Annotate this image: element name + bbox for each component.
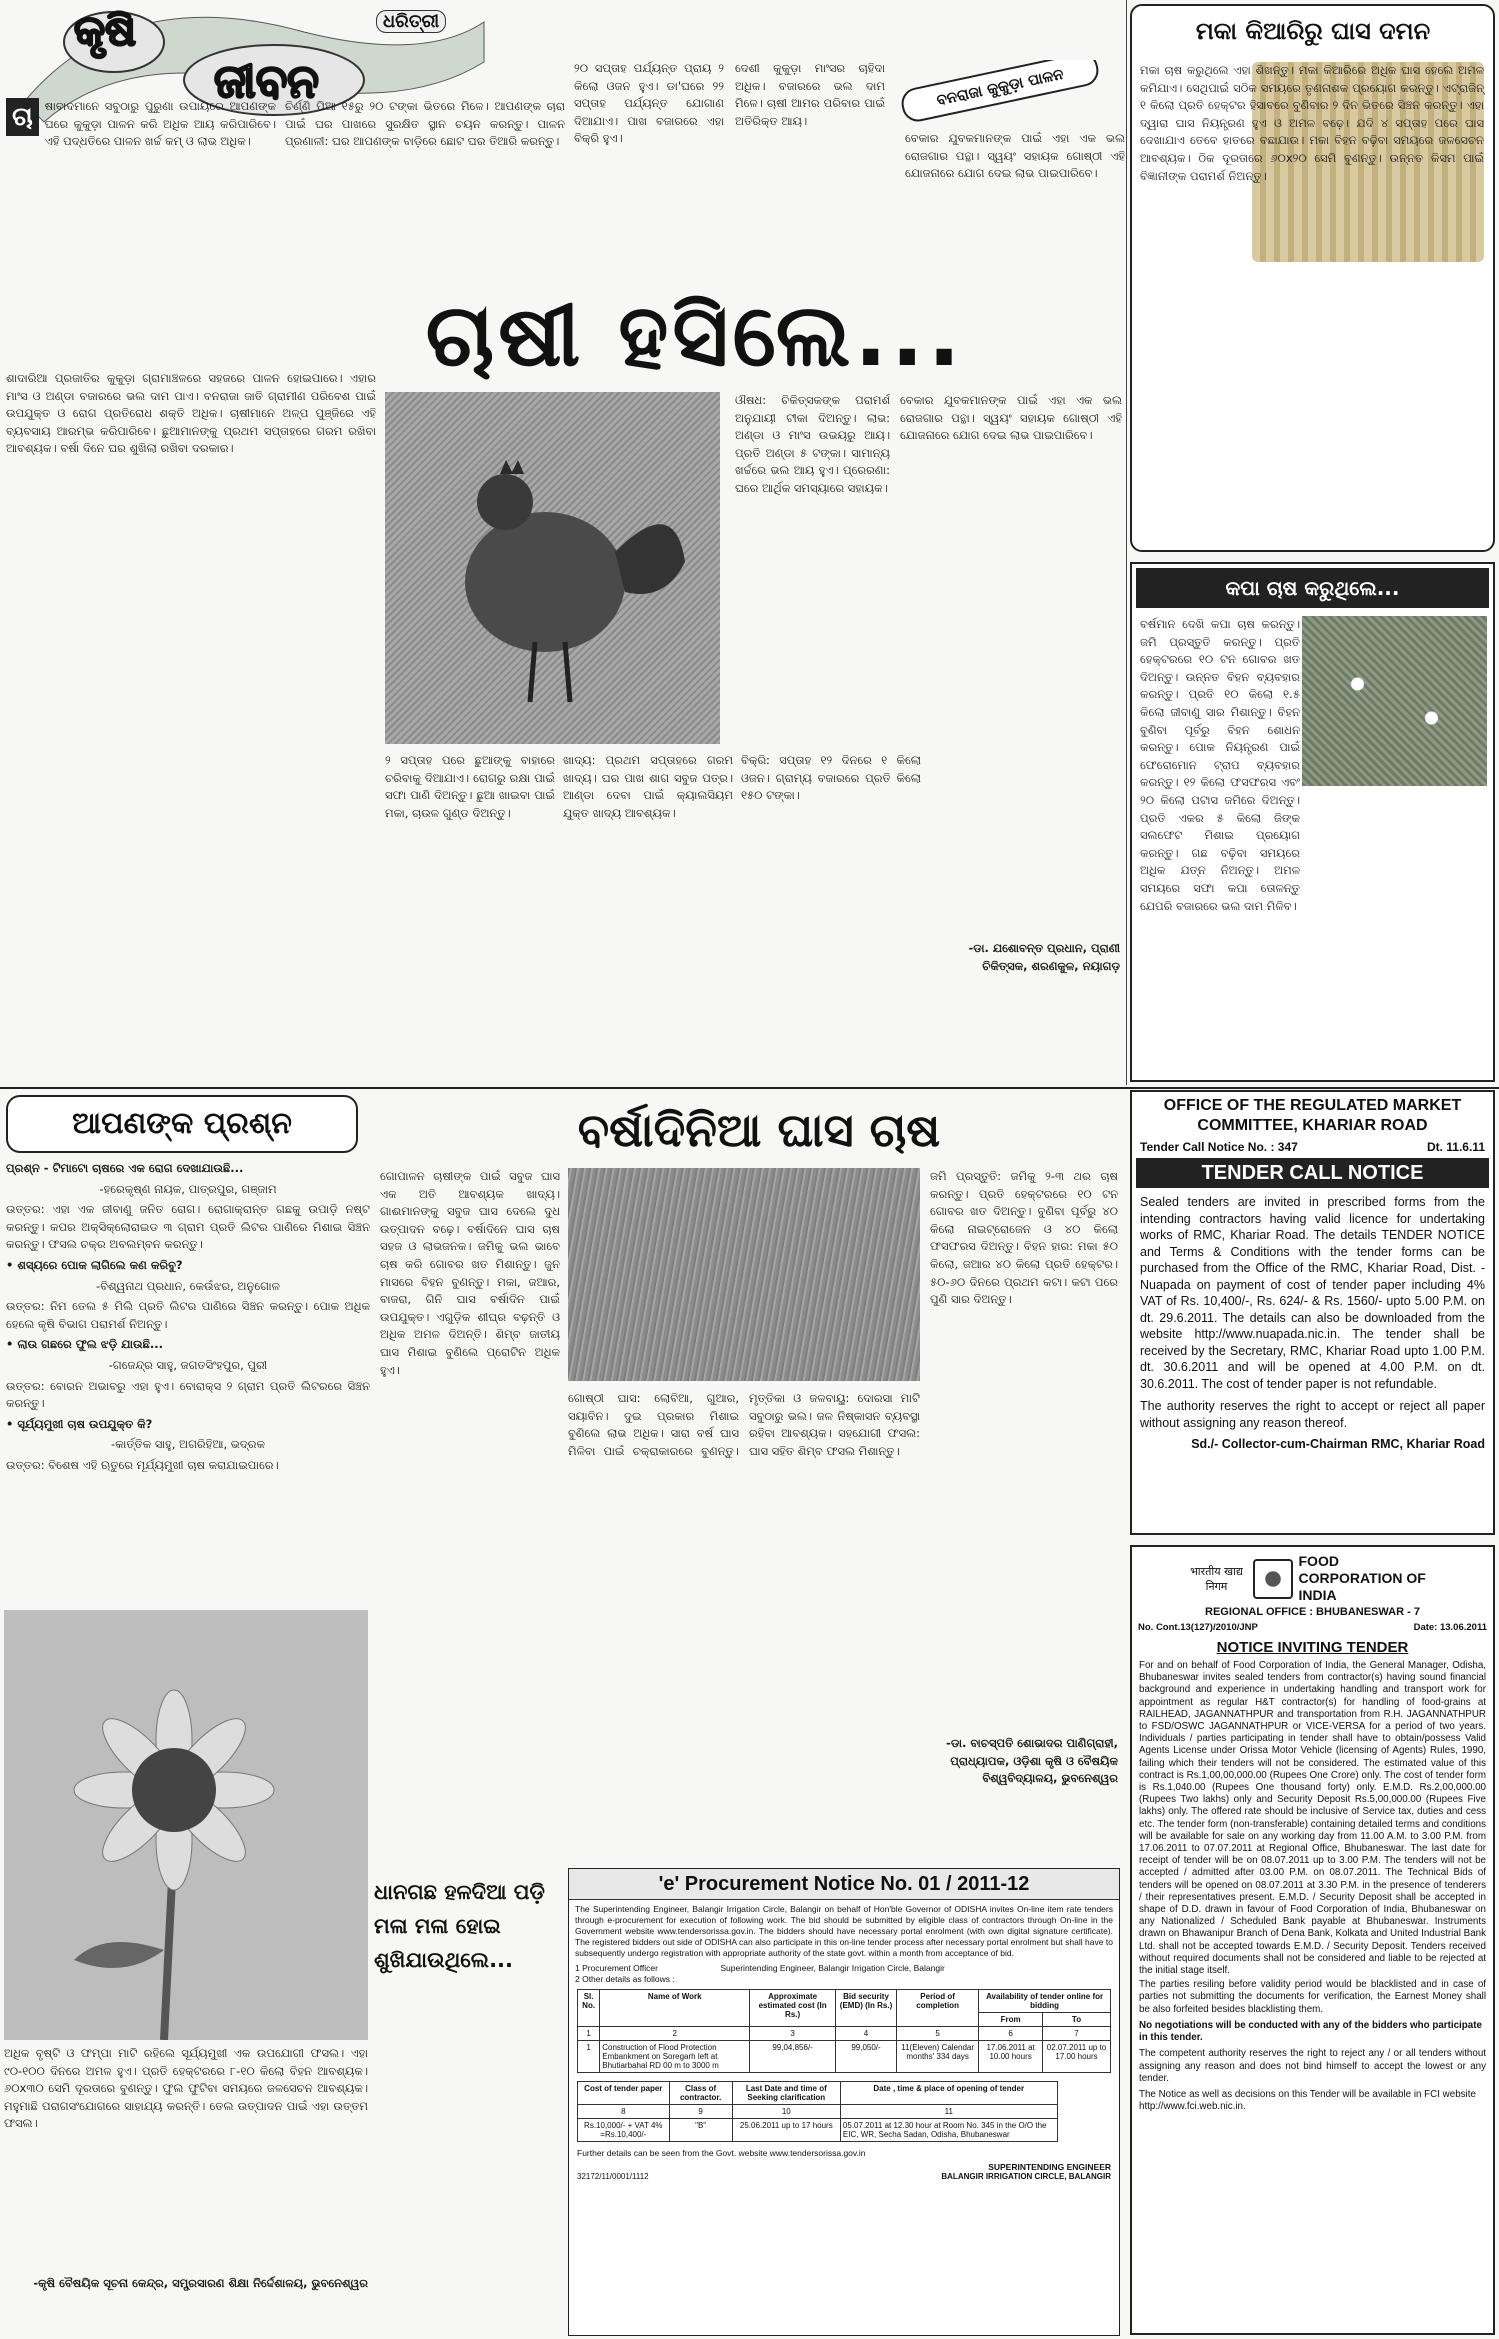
eproc-r-period: 11(Eleven) Calendar months' 334 days	[897, 2041, 979, 2073]
eproc-r-to: 02.07.2011 up to 17.00 hours	[1043, 2041, 1111, 2073]
eproc-r-sl: 1	[578, 2041, 600, 2073]
lead-col5b-text: ବେକାର ଯୁବକମାନଙ୍କ ପାଇଁ ଏହା ଏକ ଭଲ ରୋଜଗାର ପନ୍ଥା। ସ୍ୱୟଂ ସହାୟକ ଗୋଷ୍ଠୀ ଏହି ଯୋଜନାରେ ଯୋଗ ଦେଇ ଲାଭ ପାଇପାରିବେ।	[900, 393, 1122, 443]
masthead-tag: ଧରିତ୍ରୀ	[376, 10, 446, 33]
eproc-n7: 7	[1043, 2027, 1111, 2041]
eproc-h-sl: Sl. No.	[578, 1990, 600, 2027]
eproc-table-2	[577, 2081, 1058, 2142]
lead-headline: ଚାଷୀ ହସିଲେ...	[425, 286, 965, 386]
grass-byline: -ଡା. ବାଚସ୍ପତି ଶୋଭାଦର ପାଣିଗ୍ରାହୀ, ପ୍ରାଧ୍ୟାପକ, ଓଡ଼ିଶା କୃଷି ଓ ବୈଷୟିକ ବିଶ୍ୱବିଦ୍ୟାଳୟ, ଭୁବନେଶ୍ୱର	[946, 1736, 1118, 1786]
eproc-code: 32172/11/0001/1112	[577, 2172, 649, 2181]
eproc-n9: 9	[669, 2105, 732, 2119]
lead-byline: -ଡା. ଯଶୋବନ୍ତ ପ୍ରଧାନ, ପ୍ରାଣୀ ଚିକିତ୍ସକ, ଶରଣକୁଳ, ନୟାଗଡ଼	[968, 941, 1120, 973]
maize-body: ମକା ଚାଷ କରୁଥିଲେ ଏହା ଶିଖନ୍ତୁ। ମକା କିଆରିରେ ଅଧିକ ଘାସ ହେଲେ ଅମଳ କମିଯାଏ। ସେଥିପାଇଁ ସଠିକ ସମୟରେ ତୃଣନାଶକ ପ୍ରୟୋଗ କରନ୍ତୁ। ଏଟ୍ରାଜିନ୍ ୧ କିଲୋ ପ୍ରତି ହେକ୍ଟର ହିସାବରେ ବୁଣିବାର ୨ ଦିନ ଭିତରେ ସିଞ୍ଚନ କରନ୍ତୁ। ଏହା ଦ୍ୱାରା ଘାସ ନିୟନ୍ତ୍ରଣ ହୁଏ ଓ ଅମଳ ବଢ଼େ। ଯଦି ୪ ସପ୍ତାହ ପରେ ଘାସ ଦେଖାଯାଏ ତେବେ ହାତରେ ବଛାଯାଉ। ମକା ବିହନ ବଢ଼ିବା ସମୟରେ ଜଳସେଚନ ଆବଶ୍ୟକ। ଠିକ ଦୂରତାରେ ୬୦x୨୦ ସେମି ବୁଣନ୍ତୁ। ଉନ୍ନତ କିସମ ପାଇଁ ବିଜ୍ଞାନୀଙ୍କ ପରାମର୍ଶ ନିଅନ୍ତୁ।	[1140, 63, 1484, 183]
grass-col1: ଗୋପାଳନ ଚାଷୀଙ୍କ ପାଇଁ ସବୁଜ ଘାସ ଏକ ଅତି ଆବଶ୍ୟକ ଖାଦ୍ୟ। ଗାଈମାନଙ୍କୁ ସବୁଜ ଘାସ ଦେଲେ ଦୁଧ ଉତ୍ପାଦନ ବଢ଼େ। ବର୍ଷାଦିନେ ଘାସ ଚାଷ ସହଜ ଓ ଲାଭଜନକ। ଜମିକୁ ଭଲ ଭାବେ ଚାଷ କରି ଗୋବର ଖତ ମିଶାନ୍ତୁ। ଜୁନ ମାସରେ ବିହନ ବୁଣନ୍ତୁ। ମକା, ଜଆର, ବାଜରା, ଗିନି ଘାସ ବର୍ଷାଦିନ ପାଇଁ ଉପଯୁକ୍ତ। ଏଗୁଡ଼ିକ ଶୀଘ୍ର ବଢ଼ନ୍ତି ଓ ଅଧିକ ଅମଳ ଦିଅନ୍ତି। ଶିମ୍ବ ଜାତୀୟ ଘାସ ମିଶାଇ ବୁଣିଲେ ପ୍ରୋଟିନ ଅଧିକ ହୁଏ।	[380, 1169, 560, 1377]
eproc-table	[577, 1989, 1111, 2073]
fci-website: The Notice as well as decisions on this Tender will be available in FCI website http://www.fci.web.nic.in.	[1139, 2088, 1476, 2113]
eproc-officer-row	[569, 1963, 1119, 1974]
rmc-date: Dt. 11.6.11	[1426, 1140, 1485, 1154]
question-1: ପ୍ରଶ୍ନ - ଟିମାଟୋ ଚାଷରେ ଏକ ରୋଗ ଦେଖାଯାଉଛି...	[6, 1161, 244, 1175]
eproc-r2-cost: Rs.10,000/- + VAT 4% =Rs.10,400/-	[578, 2119, 670, 2142]
eproc-r2-class: "B"	[669, 2119, 732, 2142]
eproc-footer: Further details can be seen from the Govt. website www.tendersorissa.gov.in	[577, 2148, 866, 2158]
maize-box	[1130, 4, 1495, 552]
eproc-n3: 3	[750, 2027, 836, 2041]
eproc-r-from: 17.06.2011 at 10.00 hours	[979, 2041, 1043, 2073]
sunflower-headline: ଧାନଗଛ ହଳଦିଆ ପଡ଼ି ମଳା ମଳା ହୋଇ ଶୁଖିଯାଉଥିଲେ...	[374, 1880, 545, 1972]
lead-lower1: ୨ ସପ୍ତାହ ପରେ ଛୁଆଙ୍କୁ ବାହାରେ ଚରିବାକୁ ଦିଆଯାଏ। ରୋଗରୁ ରକ୍ଷା ପାଇଁ ସଫା ପାଣି ଦିଅନ୍ତୁ। ଛୁଆ ଖାଇବା ପାଇଁ ମକା, ଚାଉଳ ଗୁଣ୍ଡ ଦିଅନ୍ତୁ।	[385, 753, 555, 820]
eproc-r2-open: 05.07.2011 at 12.30 hour at Room No. 345 in the O/O the EIC, WR, Secha Sadan, Odisha, Bhubaneswar	[840, 2119, 1057, 2142]
lead-col3: ୨୦ ସପ୍ତାହ ପର୍ଯ୍ୟନ୍ତ ପ୍ରାୟ ୨ କିଲୋ ଓଜନ ହୁଏ। ଡା'ଘରେ ୨୨ ସପ୍ତାହ ପର୍ଯ୍ୟନ୍ତ ଯୋଗାଣ ଦିଆଯାଏ। ପାଖ ବଜାରରେ ଏହା ବିକ୍ରି ହୁଏ।	[574, 61, 724, 146]
fci-date: Date: 13.06.2011	[1413, 1622, 1487, 1633]
sunflower-icon	[4, 1610, 368, 2040]
fci-org-hindi: भारतीय खाद्य निगम	[1190, 1564, 1243, 1593]
question-2-answer: ଉତ୍ତର: ନିମ ତେଲ ୫ ମିଲି ପ୍ରତି ଲିଟର ପାଣିରେ ସିଞ୍ଚନ କରନ୍ତୁ। ପୋକ ଅଧିକ ହେଲେ କୃଷି ବିଭାଗ ପରାମର୍ଶ ନିଅନ୍ତୁ।	[6, 1299, 370, 1331]
eproc-h-work: Name of Work	[600, 1990, 750, 2027]
cotton-box	[1130, 562, 1495, 1082]
grass-photo	[568, 1168, 920, 1381]
lead-banner	[900, 60, 1100, 122]
lead-intro-text: ଷାବାଦମାନେ ସବୁଠାରୁ ପୁରୁଣା ଉପାୟରେ ଆପଣଙ୍କ ଘରେ କୁକୁଡ଼ା ପାଳନ କରି ଅଧିକ ଆୟ କରିପାରିବେ। ଏହି ପଦ୍ଧତିରେ ପାଳନ ଖର୍ଚ୍ଚ କମ୍ ଓ ଲାଭ ଅଧିକ।	[44, 99, 276, 149]
question-2: • ଶସ୍ୟରେ ପୋକ ଲାଗିଲେ କଣ କରିବୁ?	[6, 1257, 183, 1272]
rmc-reserve: The authority reserves the right to accept or reject all paper without assigning any reason thereof.	[1140, 1399, 1485, 1430]
column-rule	[1126, 0, 1127, 1085]
eproc-h2-clar: Last Date and time of Seeking clarification	[732, 2082, 840, 2105]
eproc-sign2: BALANGIR IRRIGATION CIRCLE, BALANGIR	[941, 2172, 1111, 2181]
lead-col6: ବେକାର ଯୁବକମାନଙ୍କ ପାଇଁ ଏହା ଏକ ଭଲ ରୋଜଗାର ପନ୍ଥା। ସ୍ୱୟଂ ସହାୟକ ଗୋଷ୍ଠୀ ଏହି ଯୋଜନାରେ ଯୋଗ ଦେଇ ଲାଭ ପାଇପାରିବେ।	[905, 131, 1125, 181]
maize-headline: ମକା କିଆରିରୁ ଘାସ ଦମନ	[1195, 17, 1431, 45]
lead-lower3: ବିକ୍ରି: ସପ୍ତାହ ୧୨ ଦିନରେ ୧ କିଲୋ ଓଜନ। ଗ୍ରାମ୍ୟ ବଜାରରେ ପ୍ରତି କିଲୋ ୧୫୦ ଟଙ୍କା।	[741, 753, 921, 803]
eproc-box	[568, 1868, 1120, 2336]
fci-tender-box	[1130, 1545, 1495, 2335]
grass-col3: ଜମି ପ୍ରସ୍ତୁତି: ଜମିକୁ ୨-୩ ଥର ଚାଷ କରନ୍ତୁ। ପ୍ରତି ହେକ୍ଟରରେ ୧୦ ଟନ ଗୋବର ଖତ ଦିଅନ୍ତୁ। ବୁଣିବା ପୂର୍ବରୁ ୪୦ କିଲୋ ନାଇଟ୍ରୋଜେନ ଓ ୪୦ କିଲୋ ଫସଫରସ ଦିଅନ୍ତୁ। ବିହନ ହାର: ମକା ୫୦ କିଲୋ, ଜଆର ୪୦ କିଲୋ ପ୍ରତି ହେକ୍ଟର। ୫୦-୬୦ ଦିନରେ ପ୍ରଥମ କଟା। କଟା ପରେ ପୁଣି ସାର ଦିଅନ୍ତୁ।	[930, 1169, 1118, 1307]
rmc-body: Sealed tenders are invited in prescribed forms from the intending contractors having valid licence for undertaking works of RMC, Khariar Road. The details TENDER NOTICE and Terms & Conditions with the tender forms can be purchased from the Office of the RMC, Khariar Road, Dist. - Nuapada on payment of cost of tender paper including 4% VAT of Rs. 10,400/-, Rs. 624/- & Rs. 1560/- upto 5.00 P.M. on dt. 29.6.2011. The details can also be downloaded from the website http://www.nuapada.nic.in. The tender shall be received by the Secretary, RMC, Khariar Road upto 1.00 P.M. dt. 30.6.2011 and will be opened at 4.00 P.M. on dt. 30.6.2011. The cost of tender paper is not refundable.	[1140, 1195, 1485, 1391]
eproc-code-row	[569, 2172, 1119, 2181]
eproc-r2-clar: 25.06.2011 up to 17 hours	[732, 2119, 840, 2142]
lead-col1: ଶାଦାରିଆ ପ୍ରଜାତିର କୁକୁଡ଼ା ଗ୍ରାମାଞ୍ଚଳରେ ସହଜରେ ପାଳନ ହୋଇପାରେ। ଏହାର ମାଂସ ଓ ଅଣ୍ଡା ବଜାରରେ ଭଲ ଦାମ ପାଏ। ବନରାଜା ଜାତି ଗ୍ରାମୀଣ ପରିବେଶ ପାଇଁ ଉପଯୁକ୍ତ ଓ ରୋଗ ପ୍ରତିରୋଧ ଶକ୍ତି ଅଧିକ। ଚାଷୀମାନେ ଅଳ୍ପ ପୁଞ୍ଜିରେ ଏହି ବ୍ୟବସାୟ ଆରମ୍ଭ କରିପାରିବେ। ଛୁଆମାନଙ୍କୁ ପ୍ରଥମ ସପ୍ତାହରେ ଗରମ ରଖିବା ଆବଶ୍ୟକ। ବର୍ଷା ଦିନେ ଘର ଶୁଖିଲା ରଖିବା ଦରକାର।	[6, 371, 376, 456]
masthead-title-top: କୃଷି	[74, 6, 137, 55]
fci-body2: The parties resiling before validity period would be blacklisted and in case of parties not submitting the documents for verification, the Earnest Money shall be also forfeited besides blacklisting them.	[1139, 1979, 1486, 2015]
question-heading: ଆପଣଙ୍କ ପ୍ରଶ୍ନ	[72, 1106, 292, 1141]
eproc-n6: 6	[979, 2027, 1043, 2041]
rmc-notice-no: Tender Call Notice No. : 347	[1140, 1140, 1298, 1154]
eproc-h-emd: Bid security (EMD) (In Rs.)	[835, 1990, 896, 2027]
lead-banner-text: ବନରାଜା କୁକୁଡ଼ା ପାଳନ	[900, 60, 1100, 122]
lead-dropcap: ଚା	[6, 98, 39, 136]
eproc-h2-open: Date , time & place of opening of tender	[840, 2082, 1057, 2105]
eproc-officer: Superintending Engineer, Balangir Irrigation Circle, Balangir	[720, 1963, 945, 1973]
eproc-r-cost: 99,04,856/-	[750, 2041, 836, 2073]
eproc-h-to: To	[1043, 2013, 1111, 2027]
eproc-n2: 2	[600, 2027, 750, 2041]
question-4-by: -କାର୍ତ୍ତିକ ସାହୁ, ଅଗରିହିଆ, ଭଦ୍ରକ	[111, 1437, 265, 1452]
cotton-body: ବର୍ଷମାନ ଦେଖି କପା ଚାଷ କରନ୍ତୁ। ଜମି ପ୍ରସ୍ତୁତି କରନ୍ତୁ। ପ୍ରତି ହେକ୍ଟରରେ ୧୦ ଟନ ଗୋବର ଖତ ଦିଅନ୍ତୁ। ଉନ୍ନତ ବିହନ ବ୍ୟବହାର କରନ୍ତୁ। ପ୍ରତି ୧୦ କିଲୋ ୧.୫ କିଲୋ ଜୀବାଣୁ ସାର ମିଶାନ୍ତୁ। ବିହନ ବୁଣିବା ପୂର୍ବରୁ ବିହନ ଶୋଧନ କରନ୍ତୁ। ପୋକ ନିୟନ୍ତ୍ରଣ ପାଇଁ ଫେରୋମୋନ ଟ୍ରାପ ବ୍ୟବହାର କରନ୍ତୁ। ୧୨ କିଲୋ ଫସଫରସ ଏବଂ ୨୦ କିଲୋ ପଟାସ ଜମିରେ ଦିଅନ୍ତୁ। ପ୍ରତି ଏକର ୫ କିଲୋ ଜିଙ୍କ ସଲଫେଟ ମିଶାଇ ପ୍ରୟୋଗ କରନ୍ତୁ। ଗଛ ବଢ଼ିବା ସମୟରେ ଅଧିକ ଯତ୍ନ ନିଅନ୍ତୁ। ଅମଳ ସମୟରେ ସଫା କପା ତୋଳନ୍ତୁ ଯେପରି ବଜାରରେ ଭଲ ଦାମ ମିଳିବ।	[1140, 617, 1300, 913]
eproc-h2-class: Class of contractor.	[669, 2082, 732, 2105]
lead-col4: ଦେଶୀ କୁକୁଡ଼ା ମାଂସର ଚାହିଦା ଅଧିକ। ବଜାରରେ ଭଲ ଦାମ ମିଳେ। ଚାଷୀ ଆମର ପରିବାର ପାଇଁ ଅତିରିକ୍ତ ଆୟ।	[735, 61, 885, 128]
cotton-photo	[1302, 616, 1487, 786]
fci-title: NOTICE INVITING TENDER	[1216, 1639, 1409, 1656]
eproc-n10: 10	[732, 2105, 840, 2119]
lead-col5: ଔଷଧ: ଚିକିତ୍ସକଙ୍କ ପରାମର୍ଶ ଅନୁଯାୟୀ ଟୀକା ଦିଅନ୍ତୁ। ଲାଭ: ଅଣ୍ଡା ଓ ମାଂସ ଉଭୟରୁ ଆୟ। ପ୍ରତି ଅଣ୍ଡା ୫ ଟଙ୍କା। ସାମାନ୍ୟ ଖର୍ଚ୍ଚରେ ଭଲ ଆୟ ହୁଏ। ପ୍ରେରଣା: ଘରେ ଆର୍ଥିକ ସମସ୍ୟାରେ ସହାୟକ।	[735, 393, 890, 495]
fci-header	[1132, 1547, 1493, 1606]
eproc-r-work: Construction of Flood Protection Embankment on Soregarh left at Bhutiarbahal RD 00 m to 3000 m	[600, 2041, 750, 2073]
question-4-answer: ଉତ୍ତର: ବିଶେଷ ଏହି ଋତୁରେ ମୂର୍ଯ୍ୟମୁଖୀ ଚାଷ କରାଯାଇପାରେ।	[6, 1457, 279, 1472]
rmc-signature: Sd./- Collector-cum-Chairman RMC, Khariar Road	[1191, 1437, 1485, 1451]
rooster-icon	[385, 392, 720, 744]
fci-office: REGIONAL OFFICE : BHUBANESWAR - 7	[1205, 1606, 1420, 1618]
eproc-sign: SUPERINTENDING ENGINEER	[988, 2162, 1111, 2172]
question-4: • ସୂର୍ଯ୍ୟମୁଖୀ ଚାଷ ଉପଯୁକ୍ତ କି?	[6, 1416, 153, 1431]
eproc-n1: 1	[578, 2027, 600, 2041]
eproc-h2-cost: Cost of tender paper	[578, 2082, 670, 2105]
question-1-answer: ଉତ୍ତର: ଏହା ଏକ ଜୀବାଣୁ ଜନିତ ରୋଗ। ରୋଗାକ୍ରାନ୍ତ ଗଛକୁ ଉପାଡ଼ି ନଷ୍ଟ କରନ୍ତୁ। କପର ଅକ୍ସିକ୍ଲୋରାଇଡ ୩ ଗ୍ରାମ ପ୍ରତି ଲିଟର ପାଣିରେ ମିଶାଇ ସିଞ୍ଚନ କରନ୍ତୁ। ଫସଲ ଚକ୍ର ଅବଲମ୍ବନ କରନ୍ତୁ।	[6, 1202, 370, 1252]
fci-no-row	[1132, 1618, 1493, 1637]
fci-logo-icon	[1253, 1559, 1293, 1599]
eproc-n8: 8	[578, 2105, 670, 2119]
question-heading-box	[6, 1095, 358, 1153]
lead-lower2: ଖାଦ୍ୟ: ପ୍ରଥମ ସପ୍ତାହରେ ଗରମ ଖାଦ୍ୟ। ଘର ପାଖ ଶାଗ ସବୁଜ ପତ୍ର। ଆଣ୍ଡା ଦେବା ପାଇଁ କ୍ୟାଲସିୟମ ଯୁକ୍ତ ଖାଦ୍ୟ ଆବଶ୍ୟକ।	[563, 753, 733, 820]
question-list	[6, 1160, 370, 1600]
grass-headline-box	[400, 1095, 1118, 1165]
chicken-photo	[385, 392, 720, 744]
fci-body3: The competent authority reserves the right to reject any / or all tenders without assigning any reason and does not bind himself to accept the lowest or any tender.	[1139, 2048, 1486, 2084]
sunflower-byline: -କୃଷି ବୈଷୟିକ ସୂଚନା କେନ୍ଦ୍ର, ସମ୍ପ୍ରସାରଣ ଶିକ୍ଷା ନିର୍ଦ୍ଦେଶାଳୟ, ଭୁବନେଶ୍ୱର	[33, 2276, 368, 2290]
eproc-h-from: From	[979, 2013, 1043, 2027]
masthead-title-bottom: ଜୀବନ	[214, 54, 319, 108]
eproc-n11: 11	[840, 2105, 1057, 2119]
rmc-tender-box	[1130, 1090, 1495, 1535]
fci-no-negotiation: No negotiations will be conducted with any of the bidders who participate in this tender.	[1139, 2019, 1482, 2044]
rmc-title: TENDER CALL NOTICE	[1136, 1158, 1489, 1188]
grass-headline: ବର୍ଷାଦିନିଆ ଘାସ ଚାଷ	[577, 1103, 941, 1157]
lead-intro	[6, 98, 276, 368]
question-3: • ଲାଉ ଗଛରେ ଫୁଲ ଝଡ଼ି ଯାଉଛି...	[6, 1337, 164, 1352]
eproc-n4: 4	[835, 2027, 896, 2041]
fci-body: For and on behalf of Food Corporation of India, the General Manager, Odisha, Bhubaneswar invites sealed tenders from contractor(s) having sound financial background and experience in undertaking handling and transport work for appointment as regular H&T contractor(s) for handling of food-grains at RAILHEAD, JAGANNATHPUR and transportation from R.H. JAGANNATHPUR to FSD/OSWC JAGANNATHPUR or VICE-VERSA for a period of two years. Individuals / parties participating in tender shall have to obtain/possess Valid Agents License under Orissa Motor Vehicle (licensing of Agents) Rules, 1990, failing which their tenders will not be considered. The estimated value of this contract is Rs.1,00,00,000.00 (Rupees One Crore) only. The cost of tender form is Rs.1,040.00 (Rupees One thousand forty) only. E.M.D. Rs.2,00,000.00 (Rupees Two lakhs) only and Security Deposit Rs.5,00,000.00 (Rupees Five lakhs) only. The offered rate should be inclusive of Service tax, duties and cess etc. The tender form (non-transferable) containing detailed terms and conditions will be available for sale on any working day from 11.00 A.M. to 3.00 P.M. from 17.06.2011 to 07.07.2011 at Regional Office, Bhubaneswar. The last date for receipt of tender will be on 08.07.2011 up to 3.00 P.M. The tenders will not be accepted / admitted after 03.00 P.M. on 08.07.2011. The Technical Bids of tenders will be opened on 08.07.2011 at 3.30 P.M. in the presence of tenderers / their representatives present. E.M.D. / Security Deposit shall be accepted in shape of D.D. drawn in favour of Food Corporation of India, Bhubaneswar on any Nationalized / Scheduled Bank payable at Bhubaneswar. Instruments drawn on Bhawanipur Branch of Dena Bank, Kolkata and United Industrial Bank Ltd. shall not be accepted towards E.M.D. / Security Deposit. Tenders received without required documents shall not be considered and liable to be rejected at the initial stage itself.	[1139, 1660, 1486, 1977]
eproc-other: 2 Other details as follows :	[575, 1974, 675, 1984]
eproc-h-cost: Approximate estimated cost (In Rs.)	[750, 1990, 836, 2027]
grass-col2: ଗୋଷ୍ଠୀ ଘାସ: ଲୋବିଆ, ଗୁଆର, ସୟାବିନ। ଦୁଇ ପ୍ରକାର ମିଶାଇ ବୁଣିଲେ ଲାଭ ଅଧିକ। ସାରା ବର୍ଷ ଘାସ ମିଳିବା ପାଇଁ ଚକ୍ରାକାରରେ ବୁଣନ୍ତୁ। ମୃତ୍ତିକା ଓ ଜଳବାୟୁ: ଦୋରସା ମାଟି ସବୁଠାରୁ ଭଲ। ଜଳ ନିଷ୍କାସନ ବ୍ୟବସ୍ଥା ରହିବା ଆବଶ୍ୟକ। ସହଯୋଗୀ ଫସଲ: ଘାସ ସହିତ ଶିମ୍ବ ଫସଲ ମିଶାନ୍ତୁ।	[568, 1391, 920, 1458]
question-1-by: -ହରେକୃଷ୍ଣ ନାୟକ, ପାତ୍ରପୁର, ଗଞ୍ଜାମ	[99, 1181, 277, 1196]
eproc-n5: 5	[897, 2027, 979, 2041]
question-3-answer: ଉତ୍ତର: ବୋରନ ଅଭାବରୁ ଏହା ହୁଏ। ବୋରାକ୍ସ ୨ ଗ୍ରାମ ପ୍ରତି ଲିଟରରେ ସିଞ୍ଚନ କରନ୍ତୁ।	[6, 1378, 370, 1411]
sunflower-bottom: ଅଧିକ ବୃଷ୍ଟି ଓ ଫମ୍ପା ମାଟି ରହିଲେ ସୂର୍ଯ୍ୟମୁଖୀ ଏକ ଉପଯୋଗୀ ଫସଲ। ଏହା ୯୦-୧୦୦ ଦିନରେ ଅମଳ ହୁଏ। ପ୍ରତି ହେକ୍ଟରରେ ୮-୧୦ କିଲୋ ବିହନ ଆବଶ୍ୟକ। ୬୦x୩୦ ସେମି ଦୂରତାରେ ବୁଣନ୍ତୁ। ଫୁଲ ଫୁଟିବା ସମୟରେ ଜଳସେଚନ ଆବଶ୍ୟକ। ମହୁମାଛି ପରାଗସଂଯୋଗରେ ସାହାଯ୍ୟ କରନ୍ତି। ତେଲ ଉତ୍ପାଦନ ପାଇଁ ଏହା ଉତ୍ତମ ଫସଲ।	[4, 2046, 368, 2131]
eproc-h-avail: Availability of tender online for bidding	[979, 1990, 1111, 2013]
eproc-h-period: Period of completion	[897, 1990, 979, 2027]
eproc-officer-label: 1 Procurement Officer	[575, 1963, 658, 1973]
section-rule	[0, 1087, 1499, 1089]
eproc-intro: The Superintending Engineer, Balangir Irrigation Circle, Balangir on behalf of Hon'ble Governor of ODISHA invites On-line item rate tenders through e-procurement for execution of following work. The bid should be submitted by eligible class of contractors through On-line in the Government website www.tendersorissa.gov.in. The bidders should have necessary portal enrolment (with own digital signature certificate). The registered bidders out side of ODISHA can also participate in this on-line tender process after necessary portal enrolment but shall have to subsequently undergo registration with appropriate authority of the state govt. within a month from acceptance of bid.	[575, 1904, 1113, 1958]
eproc-r-emd: 99,050/-	[835, 2041, 896, 2073]
sunflower-photo	[4, 1610, 368, 2040]
question-2-by: -ବିଶ୍ୱନାଥ ପ୍ରଧାନ, କେଉଁଝର, ଅନୁଗୋଳ	[96, 1278, 280, 1293]
eproc-title: 'e' Procurement Notice No. 01 / 2011-12	[569, 1869, 1119, 1900]
cotton-headline: କପା ଚାଷ କରୁଥିଲେ...	[1136, 568, 1489, 608]
rmc-office: OFFICE OF THE REGULATED MARKET COMMITTEE, KHARIAR ROAD	[1163, 1097, 1462, 1134]
fci-contract-no: No. Cont.13(127)/2010/JNP	[1138, 1622, 1258, 1633]
question-3-by: -ଗଜେନ୍ଦ୍ର ସାହୁ, ଜଗତସିଂହପୁର, ପୁରୀ	[108, 1357, 268, 1372]
fci-org: FOOD CORPORATION OF INDIA	[1298, 1553, 1426, 1603]
lead-col5b	[900, 392, 1122, 742]
rmc-notice-row	[1132, 1136, 1493, 1158]
lead-col2: ଚିର୍ଣ୍ଣି ପିଆ ୧୫ରୁ ୨୦ ଟଙ୍କା ଭିତରେ ମିଳେ। ଆପଣଙ୍କ ଚାରା ପାଇଁ ଘର ପାଖରେ ସୁରକ୍ଷିତ ସ୍ଥାନ ଚୟନ କରନ୍ତୁ। ପାଳନ ପ୍ରଣାଳୀ: ଘର ଆପଣଙ୍କ ବାଡ଼ିରେ ଛୋଟ ଘର ତିଆରି କରନ୍ତୁ।	[285, 99, 565, 149]
